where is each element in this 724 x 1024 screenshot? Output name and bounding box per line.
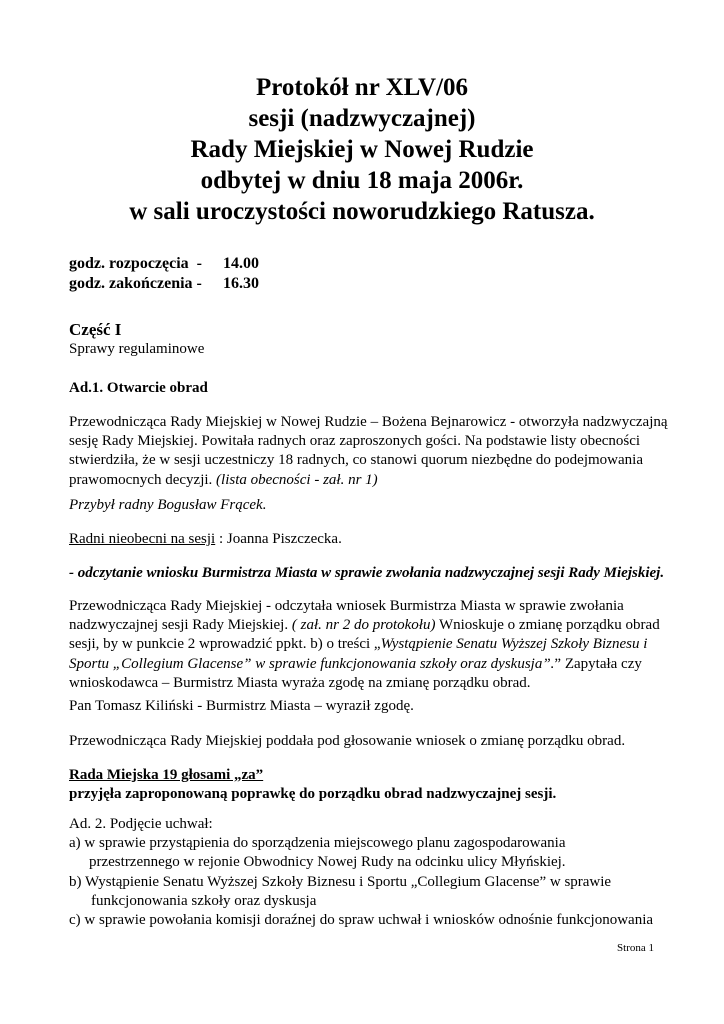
ad1-heading: Ad.1. Otwarcie obrad xyxy=(69,380,208,396)
paragraph-text: sesji, by w punkcie 2 wprowadzić ppkt. b) o treści „ xyxy=(69,636,381,653)
start-hour-value: 14.00 xyxy=(223,255,259,272)
ad2-heading: Ad. 2. Podjęcie uchwał: xyxy=(69,816,213,832)
paragraph-text: ” Zapytała czy xyxy=(554,655,642,672)
attachment-note: ( zał. nr 2 do protokołu) xyxy=(291,617,436,634)
mayor-agreement: Pan Tomasz Kiliński - Burmistrz Miasta – wyraził zgodę. xyxy=(69,698,414,714)
start-hour-label: godz. rozpoczęcia - xyxy=(69,255,202,272)
reading-motion-heading: - odczytanie wniosku Burmistrza Miasta w sprawie zwołania nadzwyczajnej sesji Rady Miejskiej. xyxy=(69,565,665,581)
page-number: Strona 1 xyxy=(617,942,654,954)
title-line-4: odbytej w dniu 18 maja 2006r. xyxy=(200,167,524,194)
paragraph-line xyxy=(69,471,669,490)
arrived-councillor: Przybył radny Bogusław Frącek. xyxy=(69,497,267,513)
paragraph-text: prawomocnych decyzji. xyxy=(69,471,217,488)
paragraph-line: wnioskodawca – Burmistrz Miasta wyraża zgodę na zmianę porządku obrad. xyxy=(69,674,531,691)
absent-councillors xyxy=(69,530,669,549)
title-line-3: Rady Miejskiej w Nowej Rudzie xyxy=(190,136,534,163)
title-line-2: sesji (nadzwyczajnej) xyxy=(248,105,476,132)
session-hours xyxy=(69,254,259,294)
vote-result xyxy=(69,766,669,804)
quoted-title: Sportu „Collegium Glacense” w sprawie funkcjonowania szkoły oraz dyskusja”. xyxy=(69,655,555,672)
paragraph-line xyxy=(69,655,669,674)
start-hour-row xyxy=(69,254,259,274)
absent-names: : Joanna Piszczecka. xyxy=(215,531,342,547)
resolution-item-b: b) Wystąpienie Senatu Wyższej Szkoły Biznesu i Sportu „Collegium Glacense” w sprawie xyxy=(69,873,612,890)
part-subtitle: Sprawy regulaminowe xyxy=(69,341,205,357)
paragraph-text: Wnioskuje o zmianę porządku obrad xyxy=(435,617,660,634)
resolution-item-b-continued: funkcjonowania szkoły oraz dyskusja xyxy=(91,892,317,909)
paragraph-line xyxy=(69,635,669,654)
paragraph-line: Przewodnicząca Rady Miejskiej - odczytała wniosek Burmistrza Miasta w sprawie zwołania xyxy=(69,598,624,614)
paragraph-line xyxy=(69,616,669,635)
vote-result-decision: przyjęła zaproponowaną poprawkę do porządku obrad nadzwyczajnej sesji. xyxy=(69,786,557,803)
end-hour-label: godz. zakończenia - xyxy=(69,275,202,292)
paragraph-line: Przewodnicząca Rady Miejskiej w Nowej Rudzie – Bożena Bejnarowicz - otworzyła nadzwyczajną xyxy=(69,414,668,430)
ad1-paragraph-opening xyxy=(69,413,669,490)
ad2-section xyxy=(69,815,669,930)
paragraph-line: stwierdziła, że w sesji uczestniczy 18 radnych, co stanowi quorum niezbędne do podejmowania xyxy=(69,452,643,469)
paragraph-line: sesję Rady Miejskiej. Powitała radnych oraz zaproszonych gości. Na podstawie listy obecności xyxy=(69,433,641,450)
absent-label: Radni nieobecni na sesji xyxy=(69,531,216,547)
resolution-item-a-continued: przestrzennego w rejonie Obwodnicy Nowej Rudy na odcinku ulicy Młyńskiej. xyxy=(89,854,566,871)
quoted-title: Wystąpienie Senatu Wyższej Szkoły Biznesu i xyxy=(380,636,648,653)
paragraph-text: nadzwyczajnej sesji Rady Miejskiej. xyxy=(69,617,292,634)
document-title xyxy=(0,72,724,227)
ad1-paragraph-motion xyxy=(69,597,669,693)
end-hour-row xyxy=(69,274,259,294)
title-line-5: w sali uroczystości noworudzkiego Ratusza. xyxy=(129,198,595,225)
title-line-1: Protokół nr XLV/06 xyxy=(255,74,469,101)
end-hour-value: 16.30 xyxy=(223,275,259,292)
resolution-item-c: c) w sprawie powołania komisji doraźnej do spraw uchwał i wniosków odnośnie funkcjonowania xyxy=(69,912,654,929)
attachment-note: (lista obecności - zał. nr 1) xyxy=(216,471,378,488)
vote-result-count: Rada Miejska 19 głosami „za” xyxy=(69,767,264,783)
part-title: Część I xyxy=(69,320,122,339)
vote-call: Przewodnicząca Rady Miejskiej poddała pod głosowanie wniosek o zmianę porządku obrad. xyxy=(69,733,626,749)
resolution-item-a: a) w sprawie przystąpienia do sporządzenia miejscowego planu zagospodarowania xyxy=(69,835,566,852)
